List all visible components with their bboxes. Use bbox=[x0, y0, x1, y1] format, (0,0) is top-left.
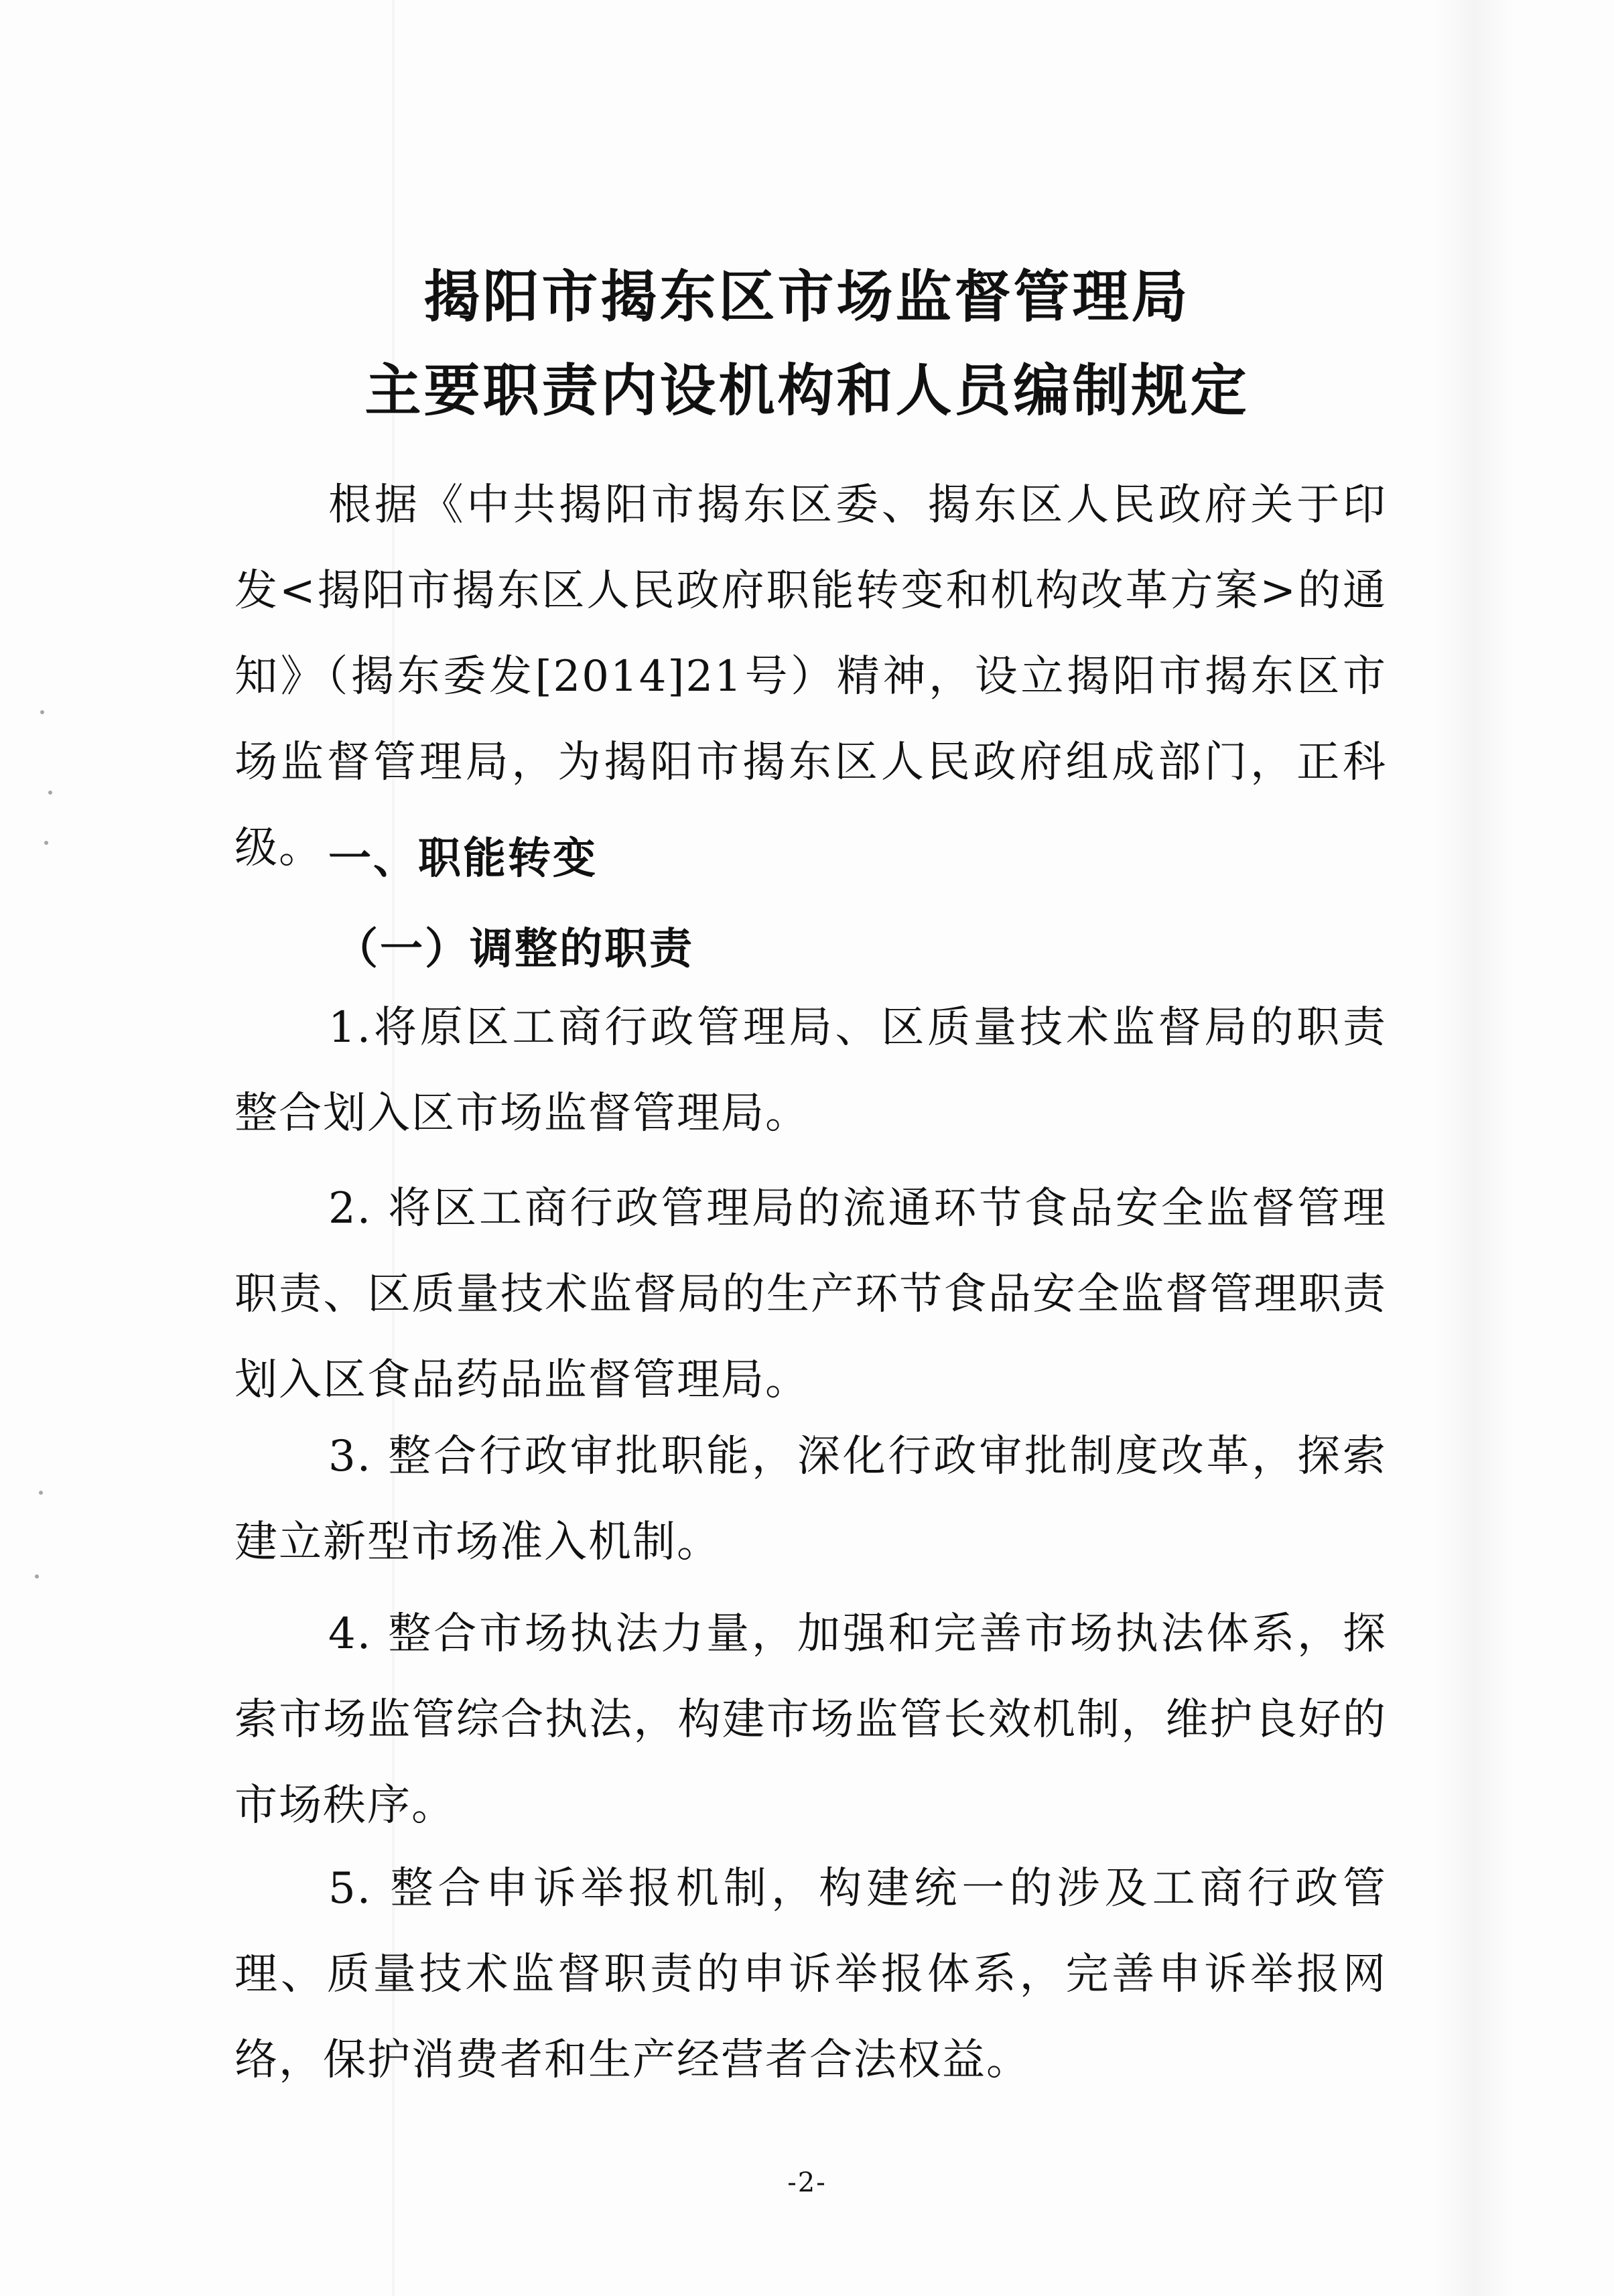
scan-shadow bbox=[1434, 0, 1514, 2296]
document-title-line2: 主要职责内设机构和人员编制规定 bbox=[364, 358, 1250, 424]
subsection-heading: （一）调整的职责 bbox=[335, 925, 694, 974]
intro-paragraph: 根据《中共揭阳市揭东区委、揭东区人民政府关于印发<揭阳市揭东区人民政府职能转变和机构改革方案>的通知》（揭东委发[2014]21号）精神，设立揭阳市揭东区市场监督管理局，为揭阳市揭东区人民政府组成部门，正科级。 bbox=[234, 480, 1387, 873]
list-item: 3. 整合行政审批职能，深化行政审批制度改革，探索建立新型市场准入机制。 bbox=[234, 1432, 1387, 1567]
scan-speck bbox=[39, 1491, 43, 1495]
list-item: 1.将原区工商行政管理局、区质量技术监督局的职责整合划入区市场监督管理局。 bbox=[234, 1003, 1387, 1138]
list-item: 2. 将区工商行政管理局的流通环节食品安全监督管理职责、区质量技术监督局的生产环节食品安全监督管理职责划入区食品药品监督管理局。 bbox=[234, 1184, 1387, 1405]
scan-speck bbox=[44, 841, 48, 845]
list-item: 4. 整合市场执法力量，加强和完善市场执法体系，探索市场监管综合执法，构建市场监管长效机制，维护良好的市场秩序。 bbox=[234, 1609, 1387, 1830]
scan-speck bbox=[48, 791, 52, 795]
page-number: -2- bbox=[787, 2167, 827, 2198]
list-item: 5. 整合申诉举报机制，构建统一的涉及工商行政管理、质量技术监督职责的申诉举报体系，完善申诉举报网络，保护消费者和生产经营者合法权益。 bbox=[234, 1864, 1387, 2085]
scan-speck bbox=[40, 710, 44, 714]
scan-speck bbox=[35, 1574, 39, 1578]
document-title-line1: 揭阳市揭东区市场监督管理局 bbox=[423, 264, 1191, 330]
section-heading: 一、职能转变 bbox=[328, 834, 598, 884]
